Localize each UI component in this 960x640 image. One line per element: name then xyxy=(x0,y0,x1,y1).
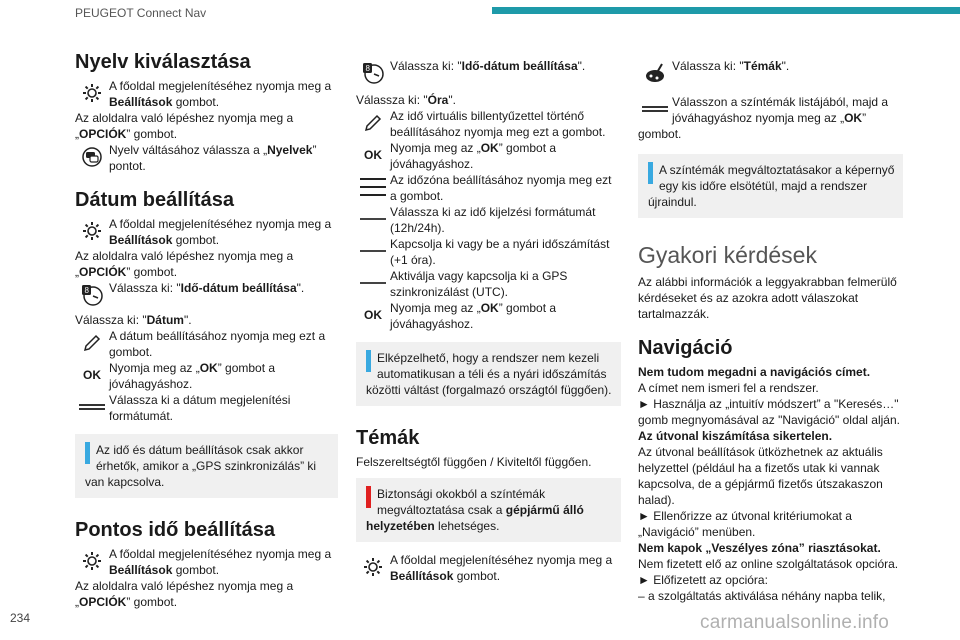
step-text: Az időzóna beállításához nyomja meg ezt a gombot. xyxy=(390,173,612,203)
step-text: Aktiválja vagy kapcsolja ki a GPS szinkronizálást (UTC). xyxy=(390,269,568,299)
faq-question: Nem kapok „Veszélyes zóna” riasztásokat. xyxy=(638,540,881,555)
step-text: Nyomja meg az „OK” gombot a jóváhagyáshoz. xyxy=(390,301,557,331)
watermark: carmanualsonline.info xyxy=(700,612,890,633)
step-time-format xyxy=(356,204,621,236)
faq-answer: ► Ellenőrizze az útvonal kritériumokat a „Navigáció” menüben. xyxy=(638,508,852,539)
info-note: A színtémák megváltoztatásakor a képernyő egy kis időre elsötétül, majd a rendszer újraindul. xyxy=(638,154,903,218)
line-icon xyxy=(356,204,390,234)
format-bar-icon xyxy=(75,392,109,422)
paragraph: Válassza ki: "Óra". xyxy=(356,93,456,107)
column-3 xyxy=(638,50,903,604)
step-settings xyxy=(356,552,621,584)
info-marker-icon xyxy=(648,162,653,184)
step-settings xyxy=(75,216,338,248)
step-text: Válassza ki a dátum megjelenítési formátumát. xyxy=(109,393,291,423)
info-note: Elképzelhető, hogy a rendszer nem kezeli automatikusan a téli és a nyári időszámítás közötti váltást (forgalmazó országtól függően). xyxy=(356,342,621,406)
ok-button-icon: OK xyxy=(364,308,382,322)
column-2 xyxy=(356,58,621,584)
info-marker-icon xyxy=(366,350,371,372)
step-settings xyxy=(75,546,338,578)
faq-answer: ► Előfizetett az opcióra: xyxy=(638,572,768,587)
faq-question: Az útvonal kiszámítása sikertelen. xyxy=(638,428,833,443)
step-text: Nyomja meg az „OK” gombot a jóváhagyáshoz. xyxy=(390,141,557,171)
section-title-language: Nyelv kiválasztása xyxy=(75,51,251,73)
info-note: Az idő és dátum beállítások csak akkor érhetők, amikor a „GPS szinkronizálás” ki van kapcsolva. xyxy=(75,434,338,498)
clock-calendar-icon xyxy=(75,280,109,310)
step-text: A főoldal megjelenítéséhez nyomja meg a Beállítások gombot. xyxy=(390,553,613,583)
column-1 xyxy=(75,50,338,610)
faq-answer: – a szolgáltatás aktiválása néhány napba telik, xyxy=(638,588,886,603)
faq-answer: Az útvonal beállítások ütközhetnek az aktuális helyzettel (például ha a fizetős utak ki vannak kapcsolva, de a gépjármű fizetős útszakaszon halad). xyxy=(638,444,883,507)
step-time-date xyxy=(75,280,338,310)
paragraph: Válassza ki: "Dátum". xyxy=(75,313,192,327)
step-text: Nyelv váltásához válassza a „Nyelvek” pontot. xyxy=(109,143,317,173)
step-text: Válassza ki: "Témák". xyxy=(672,59,790,73)
step-text: Válassza ki: "Idő-dátum beállítása". xyxy=(109,281,305,295)
faq-question: Nem tudom megadni a navigációs címet. xyxy=(638,364,871,379)
step-ok xyxy=(75,360,338,392)
step-ok xyxy=(356,300,621,332)
paragraph: Az aloldalra való lépéshez nyomja meg a „OPCIÓK” gombot. xyxy=(75,111,294,141)
step-text: A főoldal megjelenítéséhez nyomja meg a Beállítások gombot. xyxy=(109,79,332,109)
step-text: Nyomja meg az „OK” gombot a jóváhagyáshoz. xyxy=(109,361,276,391)
clock-calendar-icon xyxy=(356,58,390,88)
paragraph: Az alábbi információk a leggyakrabban felmerülő kérdéseket és az azokra adott válaszokat tartalmazzák. xyxy=(638,274,897,321)
step-edit-date xyxy=(75,328,338,360)
step-text: Válassza ki az idő kijelzési formátumát (12h/24h). xyxy=(390,205,596,235)
step-dst xyxy=(356,236,621,268)
step-language xyxy=(75,142,338,174)
pencil-icon xyxy=(356,108,390,138)
step-text: Válasszon a színtémák listájából, majd a jóváhagyáshoz nyomja meg az „OK” xyxy=(672,95,889,125)
settings-gear-icon xyxy=(75,546,109,576)
page-number: 234 xyxy=(10,611,31,625)
svg-text:8: 8 xyxy=(84,286,89,295)
info-marker-icon xyxy=(85,442,90,464)
line-icon xyxy=(356,268,390,298)
step-themes xyxy=(638,58,903,88)
faq-answer: ► Használja az „intuitív módszert” a "Keresés…" gomb megnyomásával az "Navigáció" oldal alján. xyxy=(638,396,900,427)
line-icon xyxy=(356,236,390,266)
paragraph: Felszereltségtől függően / Kiviteltől függően. xyxy=(356,455,592,469)
section-title-time: Pontos idő beállítása xyxy=(75,519,276,541)
step-select-theme xyxy=(638,94,903,126)
step-date-format xyxy=(75,392,338,424)
paragraph: Az aloldalra való lépéshez nyomja meg a „OPCIÓK” gombot. xyxy=(75,249,294,279)
section-title-themes: Témák xyxy=(356,427,420,449)
paragraph: gombot. xyxy=(638,127,682,141)
settings-gear-icon xyxy=(75,216,109,246)
menu-icon xyxy=(356,172,390,202)
pencil-icon xyxy=(75,328,109,358)
step-ok xyxy=(356,140,621,172)
header-accent-bar xyxy=(492,7,960,14)
svg-text:8: 8 xyxy=(365,64,370,73)
header-title: PEUGEOT Connect Nav xyxy=(75,6,207,20)
paragraph: Az aloldalra való lépéshez nyomja meg a „OPCIÓK” gombot. xyxy=(75,579,294,609)
language-icon xyxy=(75,142,109,172)
step-text: A dátum beállításához nyomja meg ezt a gombot. xyxy=(109,329,326,359)
ok-button-icon: OK xyxy=(364,148,382,162)
step-edit-time xyxy=(356,108,621,140)
step-text: Válassza ki: "Idő-dátum beállítása". xyxy=(390,59,586,73)
palette-icon xyxy=(638,58,672,88)
warning-note: Biztonsági okokból a színtémák megváltoztatása csak a gépjármű álló helyzetében lehetséges. xyxy=(356,478,621,542)
format-bar-icon xyxy=(638,94,672,124)
faq-answer: Nem fizetett elő az online szolgáltatások opcióra. xyxy=(638,556,899,571)
faq-answer: A címet nem ismeri fel a rendszer. xyxy=(638,380,819,395)
step-timezone xyxy=(356,172,621,204)
step-settings xyxy=(75,78,338,110)
ok-button-icon: OK xyxy=(83,368,101,382)
warning-marker-icon xyxy=(366,486,371,508)
settings-gear-icon xyxy=(75,78,109,108)
settings-gear-icon xyxy=(356,552,390,582)
step-text: A főoldal megjelenítéséhez nyomja meg a Beállítások gombot. xyxy=(109,217,332,247)
step-time-date xyxy=(356,58,621,88)
step-text: Az idő virtuális billentyűzettel történő beállításához nyomja meg ezt a gombot. xyxy=(390,109,606,139)
step-text: Kapcsolja ki vagy be a nyári időszámítást (+1 óra). xyxy=(390,237,610,267)
section-title-faq: Gyakori kérdések xyxy=(638,242,817,268)
step-gps-sync xyxy=(356,268,621,300)
step-text: A főoldal megjelenítéséhez nyomja meg a Beállítások gombot. xyxy=(109,547,332,577)
section-title-date: Dátum beállítása xyxy=(75,189,234,211)
section-title-navigation: Navigáció xyxy=(638,336,733,359)
